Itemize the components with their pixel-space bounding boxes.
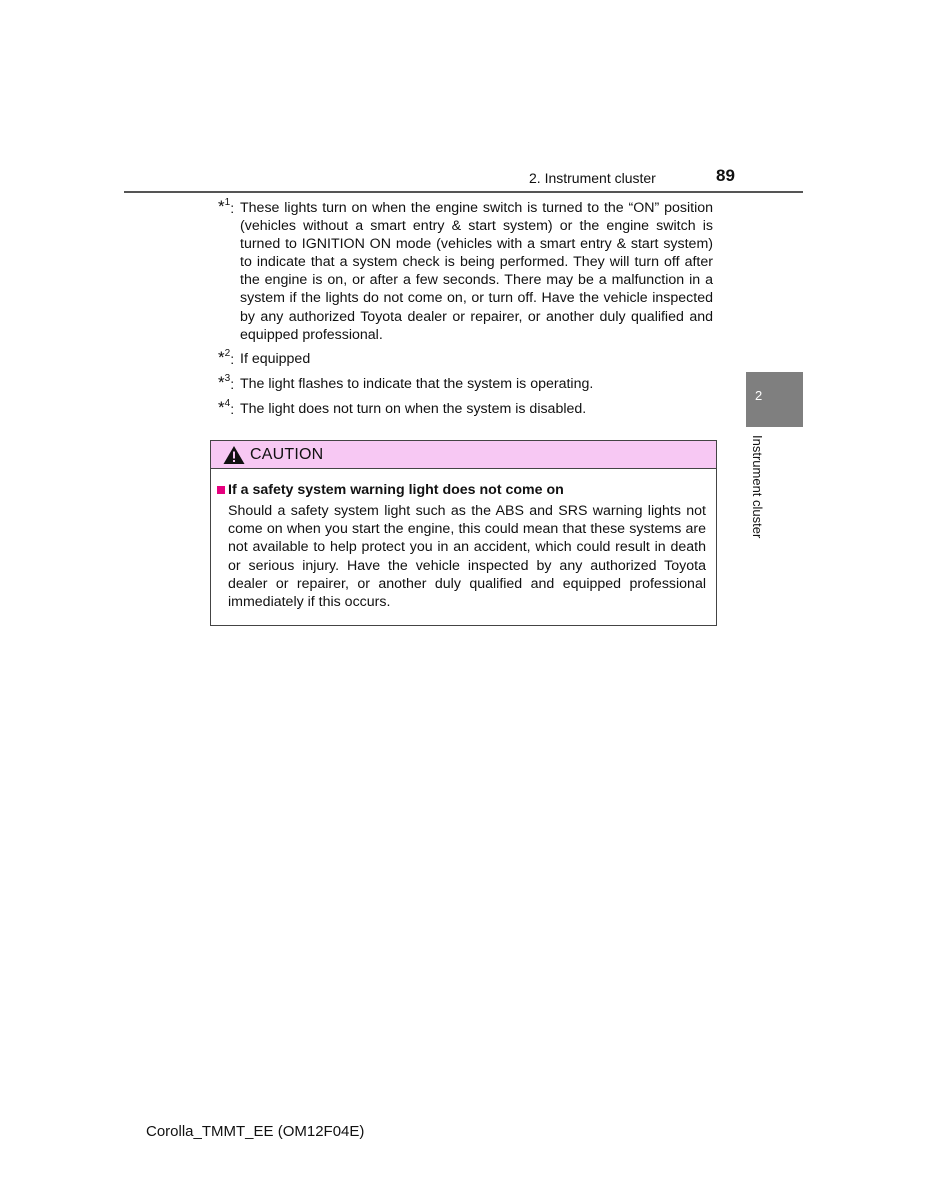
footnote-star: * <box>218 197 225 216</box>
chapter-side-label: Instrument cluster <box>750 435 765 539</box>
footnote-number: 2 <box>224 348 231 360</box>
footnote-marker <box>218 347 240 369</box>
footnote-star: * <box>218 397 225 417</box>
footnote-number: 4 <box>224 398 231 410</box>
footnote-text: The light does not turn on when the system is disabled. <box>240 400 587 417</box>
header-rule <box>124 191 803 193</box>
caution-body <box>211 469 716 611</box>
footnote-1 <box>218 199 713 344</box>
footnote-2 <box>218 347 713 369</box>
footnote-star: * <box>218 347 225 367</box>
footnote-text: These lights turn on when the engine switch is turned to the “ON” position (vehicles without a smart entry & start system) or the engine switch is turned to IGNITION ON mode (vehicles with a smart entry & start system) to indicate that a system check is being performed. They will turn off after the engine is on, or after a few seconds. There may be a malfunction in a system if the lights do not come on, or turn off. Have the vehicle inspected by any authorized Toyota dealer or repairer, or another duly qualified and equipped professional. <box>240 200 713 343</box>
caution-box <box>210 440 717 626</box>
chapter-tab <box>746 372 803 427</box>
page-number: 89 <box>716 166 735 185</box>
warning-triangle-icon <box>223 445 245 465</box>
footnote-number: 3 <box>224 373 231 385</box>
footnote-number: 1 <box>224 197 231 209</box>
header-section-title: 2. Instrument cluster <box>529 170 656 186</box>
caution-header <box>211 441 716 469</box>
footer-document-id: Corolla_TMMT_EE (OM12F04E) <box>146 1123 365 1140</box>
footnote-4 <box>218 397 713 419</box>
footnote-marker <box>218 372 240 394</box>
footnote-list <box>218 199 713 425</box>
caution-label: CAUTION <box>250 445 324 463</box>
footnote-star: * <box>218 372 225 392</box>
footnote-separator: : <box>230 401 235 418</box>
footnote-3 <box>218 372 713 394</box>
footnote-separator: : <box>230 201 235 217</box>
footnote-separator: : <box>230 351 235 368</box>
chapter-tab-number: 2 <box>755 388 763 403</box>
footnote-marker <box>218 397 240 419</box>
footnote-separator: : <box>230 376 235 393</box>
footnote-text: If equipped <box>240 350 311 367</box>
caution-heading <box>217 481 706 499</box>
caution-heading-text: If a safety system warning light does not come on <box>228 482 564 498</box>
square-bullet-icon <box>217 486 225 494</box>
footnote-text: The light flashes to indicate that the system is operating. <box>240 375 594 392</box>
footnote-marker <box>218 199 240 344</box>
caution-text: Should a safety system light such as the ABS and SRS warning lights not come on when you start the engine, this could mean that these systems are not available to help protect you in an accident, which could result in death or serious injury. Have the vehicle inspected by any authorized Toyota dealer or repairer, or another duly qualified and equipped professional immediately if this occurs. <box>228 503 706 611</box>
